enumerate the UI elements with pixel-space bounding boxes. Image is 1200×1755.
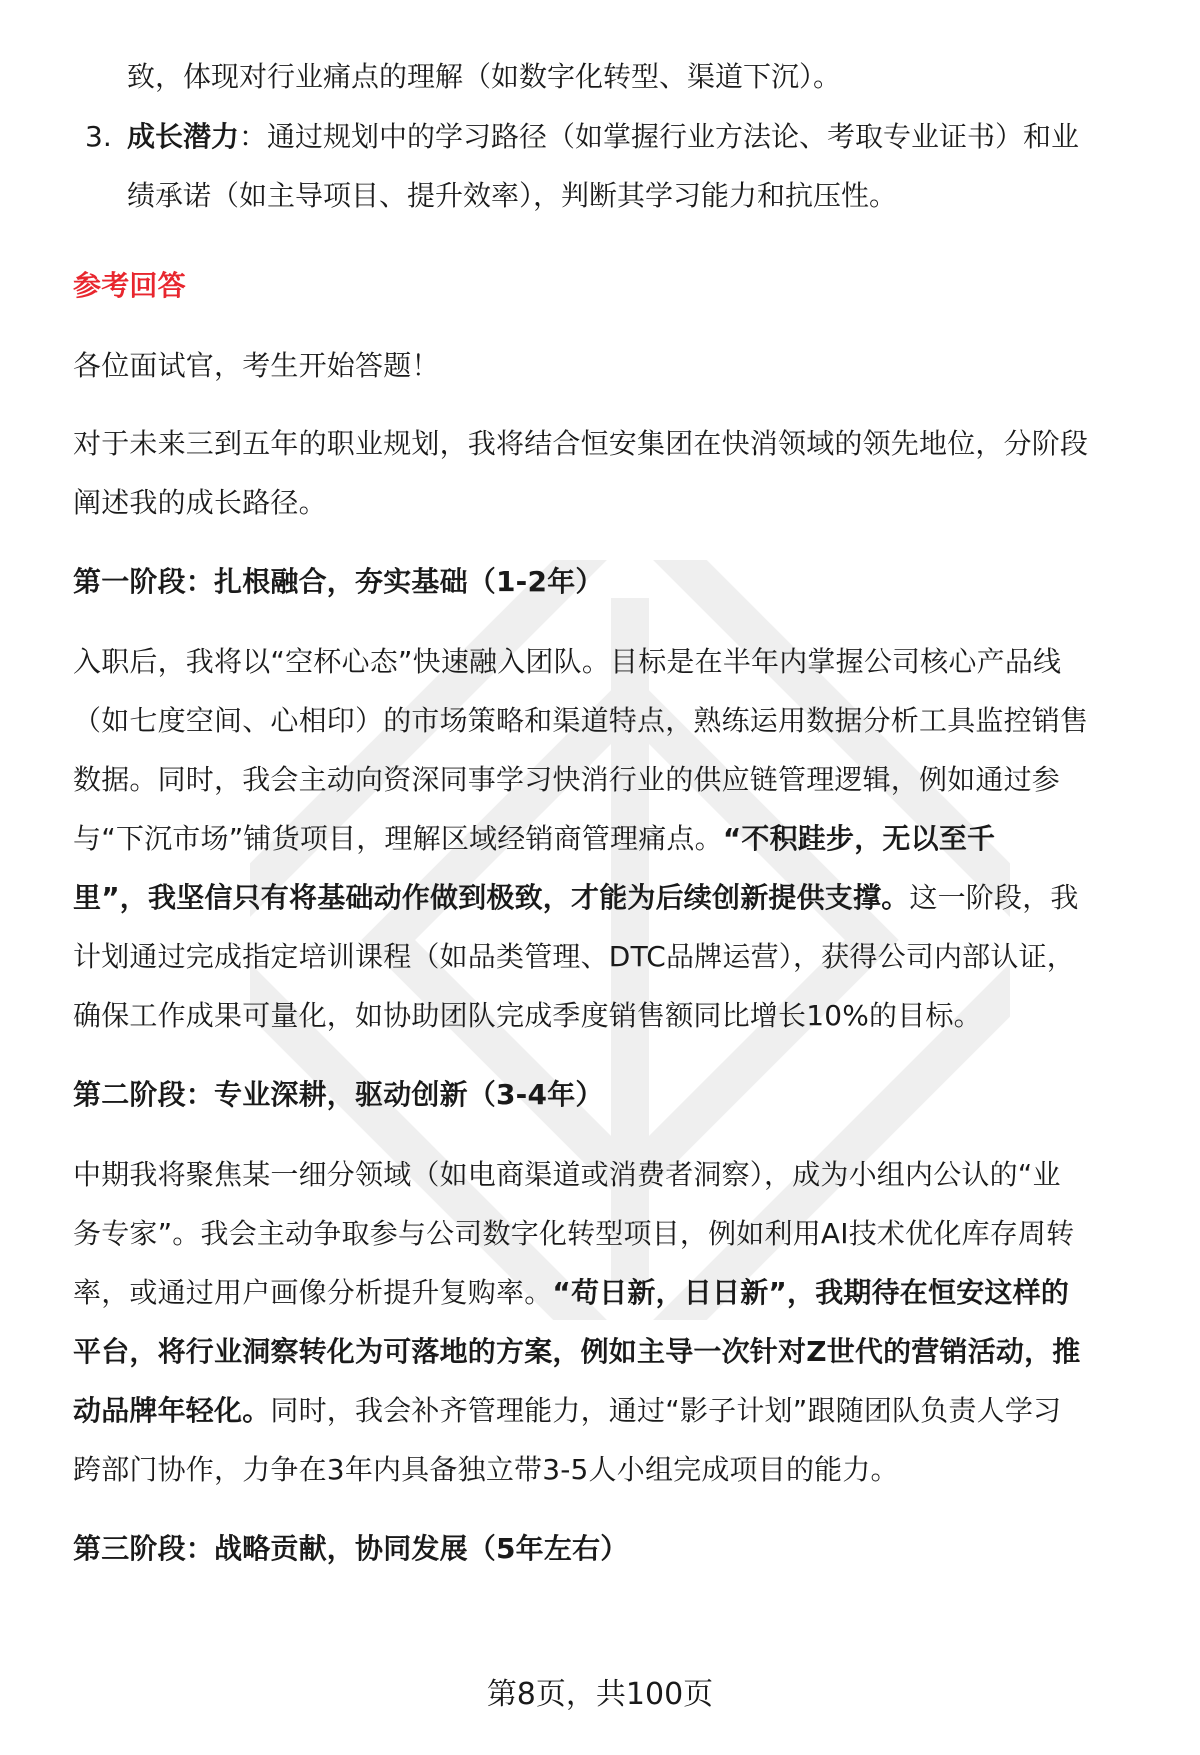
intro-line-1: 对于未来三到五年的职业规划，我将结合恒安集团在快消领域的领先地位，分阶段 — [73, 427, 1089, 460]
stage2-line-5-normal: 同时，我会补齐管理能力，通过“影子计划”跟随团队负责人学习 — [270, 1394, 1062, 1427]
reference-answer-heading: 参考回答 — [73, 269, 186, 302]
list-item-3-text-1: ：通过规划中的学习路径（如掌握行业方法论、考取专业证书）和业 — [239, 120, 1080, 153]
stage1-line-1: 入职后，我将以“空杯心态”快速融入团队。目标是在半年内掌握公司核心产品线 — [73, 645, 1062, 678]
stage2-quote-start: “苟日新，日日新”，我期待在恒安这样的 — [552, 1276, 1070, 1309]
greeting-paragraph: 各位面试官，考生开始答题！ — [73, 349, 440, 382]
stage1-line-3: 数据。同时，我会主动向资深同事学习快消行业的供应链管理逻辑，例如通过参 — [73, 763, 1061, 796]
list-item-3-line2: 绩承诺（如主导项目、提升效率），判断其学习能力和抗压性。 — [127, 179, 898, 212]
stage2-line-5 — [73, 1381, 1153, 1440]
stage1-quote-end: 里”，我坚信只有将基础动作做到极致，才能为后续创新提供支撑。 — [73, 881, 910, 914]
stage2-line-1: 中期我将聚焦某一细分领域（如电商渠道或消费者洞察），成为小组内公认的“业 — [73, 1158, 1061, 1191]
stage2-heading: 第二阶段：专业深耕，驱动创新（3-4年） — [73, 1078, 604, 1111]
list-item-3-number: 3. — [85, 120, 112, 153]
stage1-line-7: 确保工作成果可量化，如协助团队完成季度销售额同比增长10%的目标。 — [73, 999, 982, 1032]
stage3-heading: 第三阶段：战略贡献，协同发展（5年左右） — [73, 1532, 629, 1565]
stage1-line-4-normal: 与“下沉市场”铺货项目，理解区域经销商管理痛点。 — [73, 822, 723, 855]
stage2-line-3-normal: 率，或通过用户画像分析提升复购率。 — [73, 1276, 553, 1309]
stage1-line-5 — [73, 868, 1153, 927]
stage1-line-5-normal: 这一阶段，我 — [909, 881, 1079, 914]
stage2-line-4: 平台，将行业洞察转化为可落地的方案，例如主导一次针对Z世代的营销活动，推 — [73, 1335, 1081, 1368]
page-number-footer: 第8页，共100页 — [486, 1677, 714, 1712]
stage1-heading: 第一阶段：扎根融合，夯实基础（1-2年） — [73, 565, 604, 598]
stage1-line-6: 计划通过完成指定培训课程（如品类管理、DTC品牌运营），获得公司内部认证， — [73, 940, 1075, 973]
list-item-3-line1 — [127, 107, 1157, 166]
stage1-line-4 — [73, 809, 1153, 868]
stage2-bold-end: 动品牌年轻化。 — [73, 1394, 271, 1427]
list-item-3-title: 成长潜力 — [127, 120, 240, 153]
stage1-quote-start: “不积跬步，无以至千 — [722, 822, 996, 855]
stage2-line-6: 跨部门协作，力争在3年内具备独立带3-5人小组完成项目的能力。 — [73, 1453, 899, 1486]
stage2-line-3 — [73, 1263, 1153, 1322]
stage1-line-2: （如七度空间、心相印）的市场策略和渠道特点，熟练运用数据分析工具监控销售 — [73, 704, 1089, 737]
stage2-line-2: 务专家”。我会主动争取参与公司数字化转型项目，例如利用AI技术优化库存周转 — [73, 1217, 1075, 1250]
intro-line-2: 阐述我的成长路径。 — [73, 486, 327, 519]
list-item-2-continuation: 致，体现对行业痛点的理解（如数字化转型、渠道下沉）。 — [127, 60, 842, 93]
